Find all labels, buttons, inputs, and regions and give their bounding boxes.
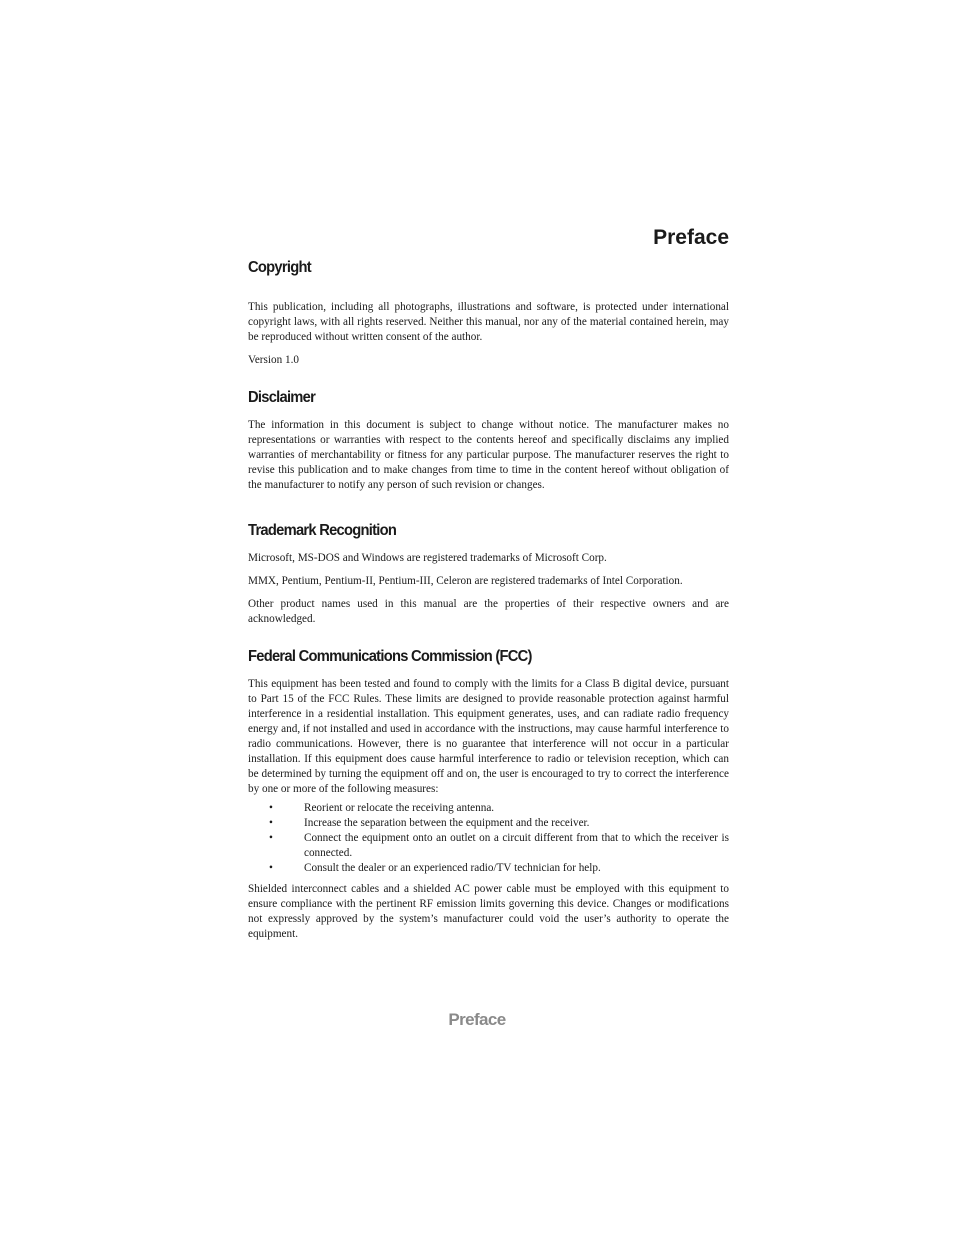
trademark-text-2: MMX, Pentium, Pentium-II, Pentium-III, Celeron are registered trademarks of Intel Corporation. bbox=[248, 575, 683, 587]
list-item: • Increase the separation between the equipment and the receiver. bbox=[269, 817, 590, 829]
version-text: Version 1.0 bbox=[248, 354, 299, 366]
list-item: • Connect the equipment onto an outlet on a circuit different from that to which the receiver is connected. bbox=[269, 832, 729, 859]
fcc-heading: Federal Communications Commission (FCC) bbox=[248, 648, 532, 665]
fcc-intro-text: This equipment has been tested and found to comply with the limits for a Class B digital device, pursuant to Part 15 of the FCC Rules. These limits are designed to provide reasonable protection against harmful interference in a residential installation. This equipment generates, uses, and can radiate radio frequency energy and, if not installed and used in accordance with the instructions, may cause harmful interference to radio communications. However, there is no guarantee that interference will not occur in a particular installation. If this equipment does cause harmful interference to radio or television reception, which can be determined by turning the equipment off and on, the user is encouraged to try to correct the interference by one or more of the following measures: bbox=[248, 678, 729, 795]
document-page bbox=[248, 224, 729, 942]
bullet-icon: • bbox=[269, 862, 273, 874]
trademark-heading: Trademark Recognition bbox=[248, 522, 397, 539]
list-item: • Consult the dealer or an experienced radio/TV technician for help. bbox=[269, 862, 601, 874]
copyright-text: This publication, including all photographs, illustrations and software, is protected under international copyright laws, with all rights reserved. Neither this manual, nor any of the material contained herein, may be reproduced without written consent of the author. bbox=[248, 301, 729, 343]
bullet-icon: • bbox=[269, 817, 273, 829]
page-footer-label: Preface bbox=[448, 1010, 506, 1029]
disclaimer-heading: Disclaimer bbox=[248, 389, 316, 406]
trademark-text-1: Microsoft, MS-DOS and Windows are registered trademarks of Microsoft Corp. bbox=[248, 552, 607, 564]
trademark-text-3: Other product names used in this manual are the properties of their respective owners and are acknowledged. bbox=[248, 598, 729, 625]
bullet-icon: • bbox=[269, 802, 273, 814]
bullet-icon: • bbox=[269, 832, 273, 844]
copyright-heading: Copyright bbox=[248, 259, 311, 276]
disclaimer-text: The information in this document is subject to change without notice. The manufacturer makes no representations or warranties with respect to the contents hereof and specifically disclaims any implied warranties of merchantability or fitness for any particular purpose. The manufacturer reserves the right to revise this publication and to make changes from time to time in the content hereof without obligation of the manufacturer to notify any person of such revision or changes. bbox=[248, 419, 729, 491]
fcc-closing-text: Shielded interconnect cables and a shielded AC power cable must be employed with this equipment to ensure compliance with the pertinent RF emission limits governing this device. Changes or modifications not expressly approved by the system’s manufacturer could void the user’s authority to operate the equipment. bbox=[248, 883, 729, 940]
fcc-measures-list bbox=[248, 801, 729, 876]
list-item: • Reorient or relocate the receiving antenna. bbox=[269, 802, 495, 814]
page-title: Preface bbox=[653, 226, 729, 249]
